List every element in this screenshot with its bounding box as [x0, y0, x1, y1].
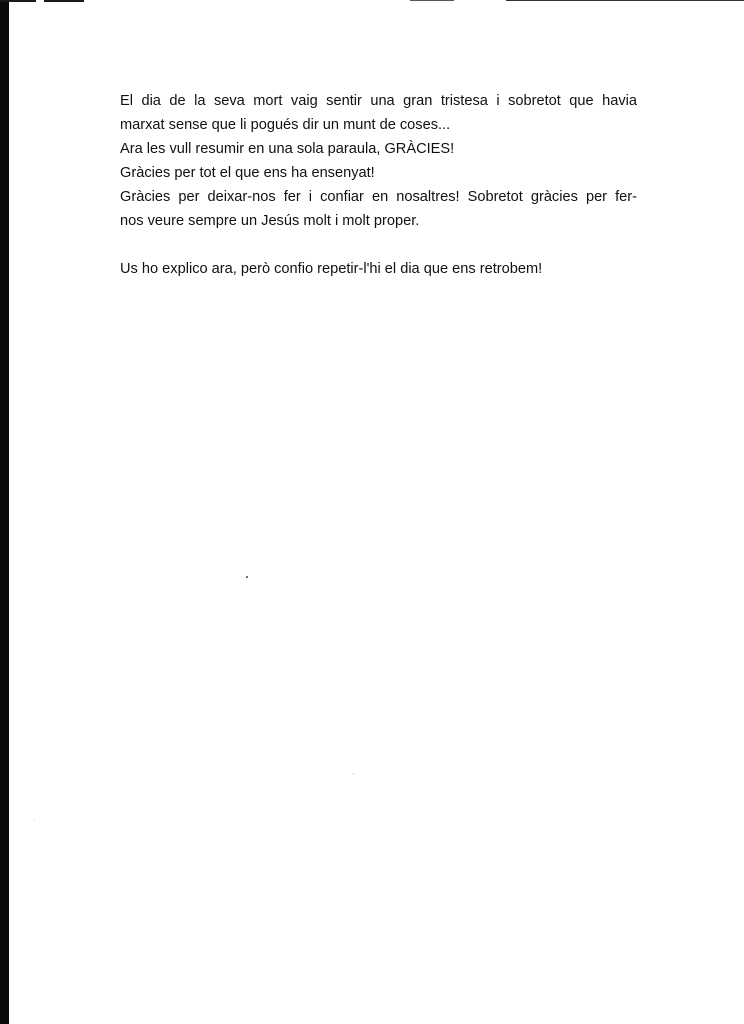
scan-speck — [246, 576, 248, 578]
document-body — [120, 89, 637, 281]
scan-top-edge-mark — [44, 0, 84, 2]
scan-top-edge-mark — [0, 0, 36, 2]
text-line: El dia de la seva mort vaig sentir una gran tristesa i sobretot que havia — [120, 93, 637, 109]
text-line: Ara les vull resumir en una sola paraula, GRÀCIES! — [120, 141, 455, 157]
scan-left-edge — [0, 0, 9, 1024]
text-line: Gràcies per deixar-nos fer i confiar en nosaltres! Sobretot gràcies per fer- — [120, 189, 637, 205]
scan-top-edge-mark — [506, 0, 744, 1]
text-line: marxat sense que li pogués dir un munt de coses... — [120, 117, 451, 133]
scan-top-edge-mark — [410, 0, 454, 1]
text-line: Us ho explico ara, però confio repetir-l'hi el dia que ens retrobem! — [120, 261, 543, 277]
text-line: nos veure sempre un Jesús molt i molt proper. — [120, 213, 420, 229]
scan-speck — [34, 820, 35, 821]
text-line: Gràcies per tot el que ens ha ensenyat! — [120, 165, 375, 181]
scan-speck — [353, 773, 354, 774]
